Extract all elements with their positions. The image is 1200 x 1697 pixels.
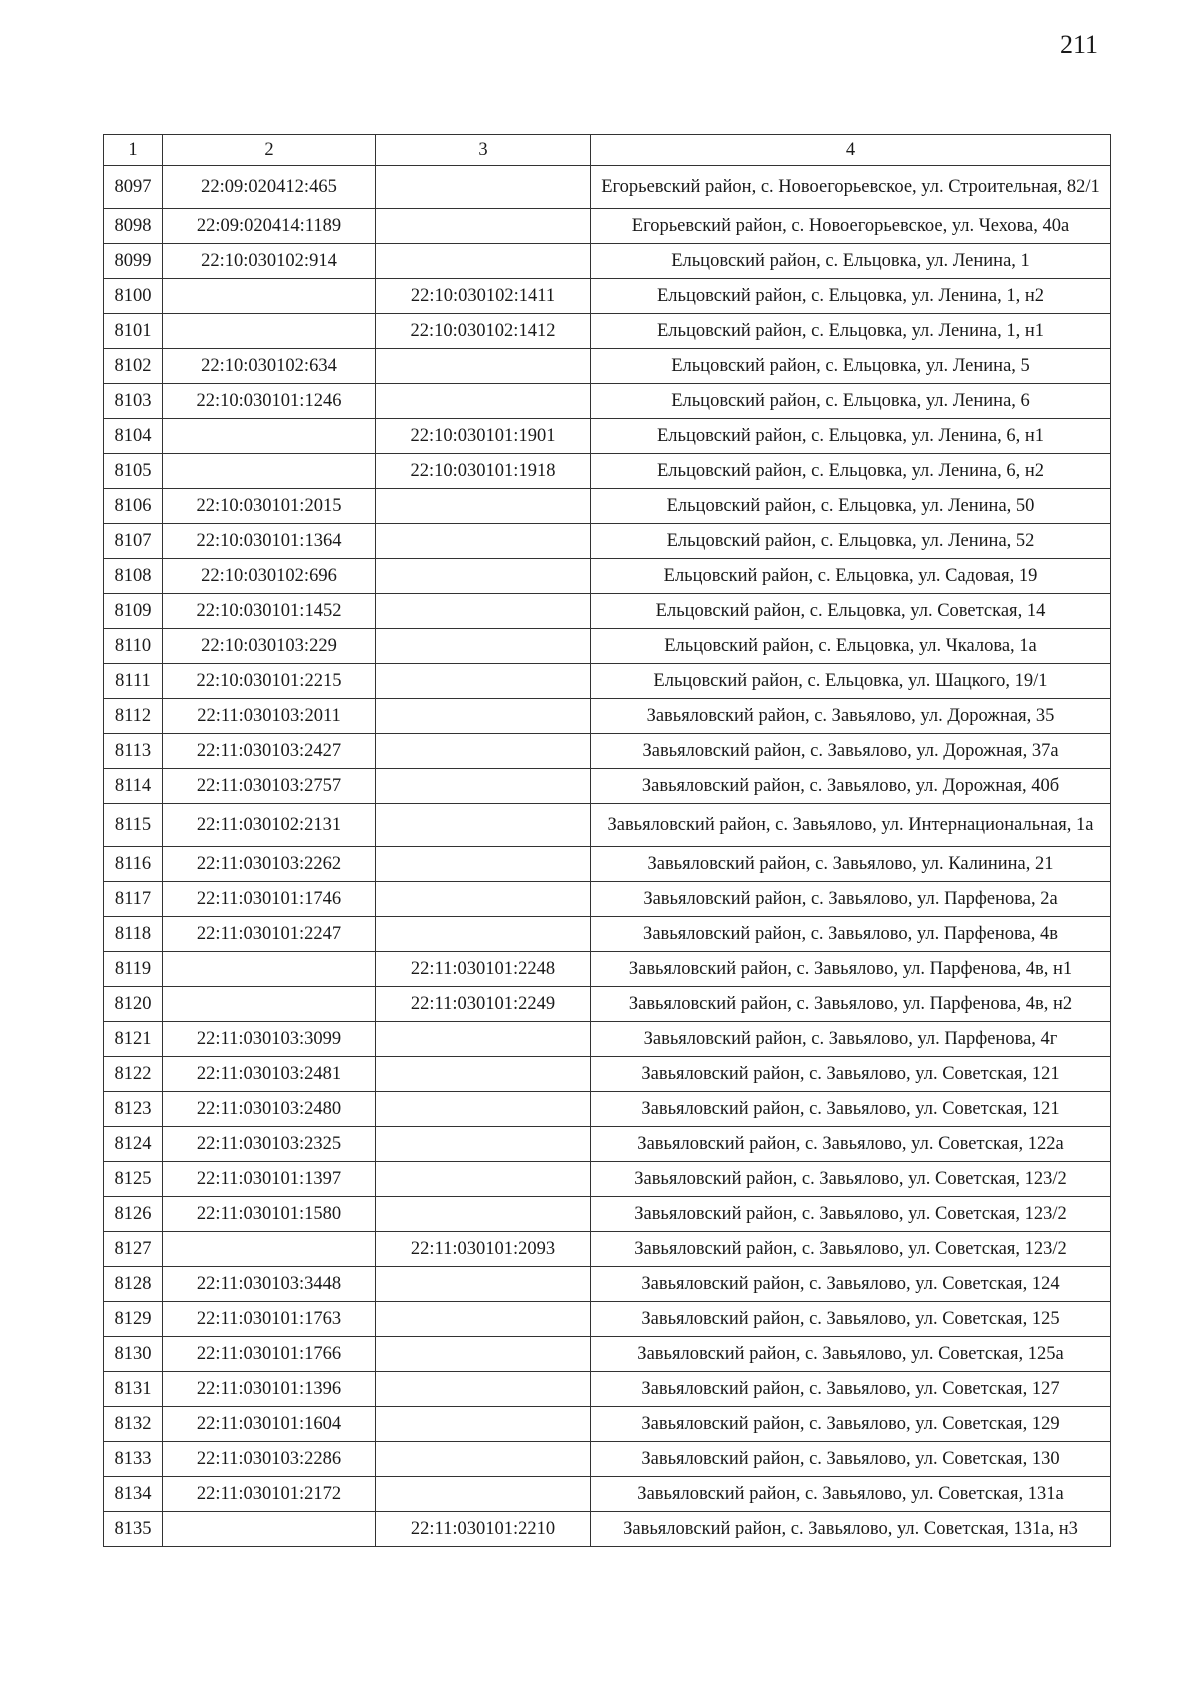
sub-cadastral-number-cell bbox=[376, 847, 591, 882]
cadastral-number-cell bbox=[163, 314, 376, 349]
table-row bbox=[104, 1407, 1111, 1442]
table-row bbox=[104, 629, 1111, 664]
row-number-cell: 8124 bbox=[104, 1127, 163, 1162]
sub-cadastral-number-cell bbox=[376, 489, 591, 524]
address-cell: Завьяловский район, с. Завьялово, ул. Советская, 125 bbox=[591, 1302, 1111, 1337]
address-cell: Завьяловский район, с. Завьялово, ул. Советская, 123/2 bbox=[591, 1162, 1111, 1197]
cadastral-number-cell: 22:11:030101:2172 bbox=[163, 1477, 376, 1512]
table-row bbox=[104, 1302, 1111, 1337]
sub-cadastral-number-cell bbox=[376, 1057, 591, 1092]
row-number-cell: 8105 bbox=[104, 454, 163, 489]
address-cell: Завьяловский район, с. Завьялово, ул. Дорожная, 37а bbox=[591, 734, 1111, 769]
row-number-cell: 8119 bbox=[104, 952, 163, 987]
sub-cadastral-number-cell bbox=[376, 244, 591, 279]
sub-cadastral-number-cell bbox=[376, 384, 591, 419]
sub-cadastral-number-cell bbox=[376, 559, 591, 594]
row-number-cell: 8135 bbox=[104, 1512, 163, 1547]
cadastral-number-cell: 22:10:030101:1364 bbox=[163, 524, 376, 559]
address-cell: Завьяловский район, с. Завьялово, ул. Советская, 121 bbox=[591, 1057, 1111, 1092]
table-row bbox=[104, 847, 1111, 882]
cadastral-number-cell: 22:11:030102:2131 bbox=[163, 804, 376, 847]
row-number-cell: 8106 bbox=[104, 489, 163, 524]
row-number-cell: 8117 bbox=[104, 882, 163, 917]
table-row bbox=[104, 314, 1111, 349]
table-row bbox=[104, 1022, 1111, 1057]
address-cell: Ельцовский район, с. Ельцовка, ул. Ленина, 6 bbox=[591, 384, 1111, 419]
row-number-cell: 8134 bbox=[104, 1477, 163, 1512]
table-row bbox=[104, 1477, 1111, 1512]
row-number-cell: 8099 bbox=[104, 244, 163, 279]
cadastral-number-cell: 22:11:030103:2011 bbox=[163, 699, 376, 734]
address-cell: Ельцовский район, с. Ельцовка, ул. Ленина, 50 bbox=[591, 489, 1111, 524]
row-number-cell: 8097 bbox=[104, 166, 163, 209]
cadastral-number-cell: 22:10:030101:2015 bbox=[163, 489, 376, 524]
sub-cadastral-number-cell bbox=[376, 1407, 591, 1442]
cadastral-number-cell: 22:11:030101:1396 bbox=[163, 1372, 376, 1407]
address-cell: Ельцовский район, с. Ельцовка, ул. Ленина, 1, н2 bbox=[591, 279, 1111, 314]
sub-cadastral-number-cell bbox=[376, 524, 591, 559]
sub-cadastral-number-cell bbox=[376, 1127, 591, 1162]
table-row bbox=[104, 1127, 1111, 1162]
table-row bbox=[104, 1092, 1111, 1127]
table-row bbox=[104, 882, 1111, 917]
cadastral-number-cell bbox=[163, 419, 376, 454]
table-row bbox=[104, 1057, 1111, 1092]
address-cell: Ельцовский район, с. Ельцовка, ул. Ленина, 52 bbox=[591, 524, 1111, 559]
cadastral-number-cell bbox=[163, 987, 376, 1022]
address-cell: Завьяловский район, с. Завьялово, ул. Парфенова, 2а bbox=[591, 882, 1111, 917]
table-row bbox=[104, 209, 1111, 244]
address-cell: Егорьевский район, с. Новоегорьевское, ул. Строительная, 82/1 bbox=[591, 166, 1111, 209]
row-number-cell: 8132 bbox=[104, 1407, 163, 1442]
row-number-cell: 8120 bbox=[104, 987, 163, 1022]
cadastral-number-cell: 22:11:030103:3099 bbox=[163, 1022, 376, 1057]
table-row bbox=[104, 952, 1111, 987]
row-number-cell: 8098 bbox=[104, 209, 163, 244]
sub-cadastral-number-cell bbox=[376, 1372, 591, 1407]
cadastral-number-cell: 22:10:030101:1452 bbox=[163, 594, 376, 629]
table-row bbox=[104, 769, 1111, 804]
cadastral-number-cell: 22:10:030101:1246 bbox=[163, 384, 376, 419]
row-number-cell: 8130 bbox=[104, 1337, 163, 1372]
header-cell-col2: 2 bbox=[163, 135, 376, 166]
row-number-cell: 8103 bbox=[104, 384, 163, 419]
table-row bbox=[104, 987, 1111, 1022]
row-number-cell: 8101 bbox=[104, 314, 163, 349]
address-cell: Ельцовский район, с. Ельцовка, ул. Садовая, 19 bbox=[591, 559, 1111, 594]
header-cell-col3: 3 bbox=[376, 135, 591, 166]
table-row bbox=[104, 1197, 1111, 1232]
sub-cadastral-number-cell bbox=[376, 1092, 591, 1127]
cadastral-number-cell: 22:11:030103:2325 bbox=[163, 1127, 376, 1162]
address-cell: Завьяловский район, с. Завьялово, ул. Советская, 131а, н3 bbox=[591, 1512, 1111, 1547]
sub-cadastral-number-cell bbox=[376, 664, 591, 699]
table-body bbox=[104, 166, 1111, 1547]
address-cell: Завьяловский район, с. Завьялово, ул. Парфенова, 4в bbox=[591, 917, 1111, 952]
address-cell: Завьяловский район, с. Завьялово, ул. Дорожная, 35 bbox=[591, 699, 1111, 734]
header-row bbox=[104, 135, 1111, 166]
row-number-cell: 8108 bbox=[104, 559, 163, 594]
row-number-cell: 8123 bbox=[104, 1092, 163, 1127]
address-cell: Завьяловский район, с. Завьялово, ул. Интернациональная, 1а bbox=[591, 804, 1111, 847]
cadastral-number-cell: 22:10:030102:696 bbox=[163, 559, 376, 594]
address-cell: Завьяловский район, с. Завьялово, ул. Советская, 125а bbox=[591, 1337, 1111, 1372]
table-row bbox=[104, 734, 1111, 769]
sub-cadastral-number-cell: 22:10:030102:1411 bbox=[376, 279, 591, 314]
row-number-cell: 8107 bbox=[104, 524, 163, 559]
cadastral-number-cell: 22:11:030103:2481 bbox=[163, 1057, 376, 1092]
row-number-cell: 8133 bbox=[104, 1442, 163, 1477]
address-cell: Ельцовский район, с. Ельцовка, ул. Ленина, 1 bbox=[591, 244, 1111, 279]
sub-cadastral-number-cell: 22:11:030101:2248 bbox=[376, 952, 591, 987]
table-row bbox=[104, 489, 1111, 524]
cadastral-number-cell: 22:11:030101:1746 bbox=[163, 882, 376, 917]
table-row bbox=[104, 1232, 1111, 1267]
cadastral-number-cell: 22:11:030103:2757 bbox=[163, 769, 376, 804]
sub-cadastral-number-cell bbox=[376, 349, 591, 384]
address-cell: Завьяловский район, с. Завьялово, ул. Советская, 124 bbox=[591, 1267, 1111, 1302]
sub-cadastral-number-cell bbox=[376, 882, 591, 917]
table-row bbox=[104, 1512, 1111, 1547]
sub-cadastral-number-cell bbox=[376, 1197, 591, 1232]
sub-cadastral-number-cell bbox=[376, 629, 591, 664]
cadastral-number-cell: 22:09:020412:465 bbox=[163, 166, 376, 209]
address-cell: Егорьевский район, с. Новоегорьевское, ул. Чехова, 40а bbox=[591, 209, 1111, 244]
sub-cadastral-number-cell: 22:10:030101:1918 bbox=[376, 454, 591, 489]
sub-cadastral-number-cell bbox=[376, 1337, 591, 1372]
row-number-cell: 8131 bbox=[104, 1372, 163, 1407]
sub-cadastral-number-cell: 22:10:030102:1412 bbox=[376, 314, 591, 349]
page-number: 211 bbox=[1060, 30, 1099, 59]
row-number-cell: 8122 bbox=[104, 1057, 163, 1092]
table-row bbox=[104, 917, 1111, 952]
table-row bbox=[104, 279, 1111, 314]
cadastral-number-cell bbox=[163, 952, 376, 987]
cadastral-number-cell bbox=[163, 1512, 376, 1547]
table-row bbox=[104, 1267, 1111, 1302]
sub-cadastral-number-cell bbox=[376, 1267, 591, 1302]
row-number-cell: 8113 bbox=[104, 734, 163, 769]
address-cell: Завьяловский район, с. Завьялово, ул. Дорожная, 40б bbox=[591, 769, 1111, 804]
sub-cadastral-number-cell bbox=[376, 1442, 591, 1477]
sub-cadastral-number-cell bbox=[376, 1162, 591, 1197]
row-number-cell: 8128 bbox=[104, 1267, 163, 1302]
cadastral-number-cell: 22:11:030101:1763 bbox=[163, 1302, 376, 1337]
sub-cadastral-number-cell bbox=[376, 734, 591, 769]
table-row bbox=[104, 1337, 1111, 1372]
cadastral-number-cell: 22:11:030103:2262 bbox=[163, 847, 376, 882]
cadastral-number-cell: 22:11:030103:2286 bbox=[163, 1442, 376, 1477]
row-number-cell: 8109 bbox=[104, 594, 163, 629]
address-cell: Завьяловский район, с. Завьялово, ул. Советская, 131а bbox=[591, 1477, 1111, 1512]
cadastral-number-cell: 22:11:030101:1766 bbox=[163, 1337, 376, 1372]
address-cell: Ельцовский район, с. Ельцовка, ул. Ленина, 6, н1 bbox=[591, 419, 1111, 454]
table-row bbox=[104, 804, 1111, 847]
address-cell: Ельцовский район, с. Ельцовка, ул. Шацкого, 19/1 bbox=[591, 664, 1111, 699]
cadastral-number-cell: 22:11:030103:3448 bbox=[163, 1267, 376, 1302]
row-number-cell: 8111 bbox=[104, 664, 163, 699]
table-row bbox=[104, 419, 1111, 454]
registry-table bbox=[103, 134, 1111, 1547]
cadastral-number-cell: 22:10:030101:2215 bbox=[163, 664, 376, 699]
row-number-cell: 8102 bbox=[104, 349, 163, 384]
cadastral-number-cell: 22:11:030101:1604 bbox=[163, 1407, 376, 1442]
header-cell-col1: 1 bbox=[104, 135, 163, 166]
address-cell: Завьяловский район, с. Завьялово, ул. Калинина, 21 bbox=[591, 847, 1111, 882]
cadastral-number-cell: 22:11:030103:2427 bbox=[163, 734, 376, 769]
row-number-cell: 8112 bbox=[104, 699, 163, 734]
cadastral-number-cell: 22:11:030101:1580 bbox=[163, 1197, 376, 1232]
sub-cadastral-number-cell: 22:10:030101:1901 bbox=[376, 419, 591, 454]
cadastral-number-cell bbox=[163, 1232, 376, 1267]
row-number-cell: 8126 bbox=[104, 1197, 163, 1232]
table-row bbox=[104, 166, 1111, 209]
table-row bbox=[104, 699, 1111, 734]
row-number-cell: 8100 bbox=[104, 279, 163, 314]
table-row bbox=[104, 384, 1111, 419]
row-number-cell: 8115 bbox=[104, 804, 163, 847]
row-number-cell: 8118 bbox=[104, 917, 163, 952]
table-row bbox=[104, 594, 1111, 629]
address-cell: Ельцовский район, с. Ельцовка, ул. Советская, 14 bbox=[591, 594, 1111, 629]
row-number-cell: 8110 bbox=[104, 629, 163, 664]
address-cell: Завьяловский район, с. Завьялово, ул. Советская, 127 bbox=[591, 1372, 1111, 1407]
table-row bbox=[104, 244, 1111, 279]
address-cell: Завьяловский район, с. Завьялово, ул. Парфенова, 4в, н1 bbox=[591, 952, 1111, 987]
sub-cadastral-number-cell bbox=[376, 917, 591, 952]
address-cell: Завьяловский район, с. Завьялово, ул. Советская, 121 bbox=[591, 1092, 1111, 1127]
cadastral-number-cell bbox=[163, 279, 376, 314]
table-row bbox=[104, 349, 1111, 384]
table-row bbox=[104, 559, 1111, 594]
header-cell-col4: 4 bbox=[591, 135, 1111, 166]
sub-cadastral-number-cell bbox=[376, 1302, 591, 1337]
sub-cadastral-number-cell bbox=[376, 1022, 591, 1057]
sub-cadastral-number-cell bbox=[376, 166, 591, 209]
address-cell: Завьяловский район, с. Завьялово, ул. Советская, 123/2 bbox=[591, 1197, 1111, 1232]
cadastral-number-cell: 22:11:030101:2247 bbox=[163, 917, 376, 952]
sub-cadastral-number-cell bbox=[376, 1477, 591, 1512]
address-cell: Завьяловский район, с. Завьялово, ул. Советская, 123/2 bbox=[591, 1232, 1111, 1267]
address-cell: Ельцовский район, с. Ельцовка, ул. Ленина, 5 bbox=[591, 349, 1111, 384]
address-cell: Ельцовский район, с. Ельцовка, ул. Чкалова, 1а bbox=[591, 629, 1111, 664]
row-number-cell: 8127 bbox=[104, 1232, 163, 1267]
table-row bbox=[104, 1442, 1111, 1477]
sub-cadastral-number-cell: 22:11:030101:2249 bbox=[376, 987, 591, 1022]
sub-cadastral-number-cell: 22:11:030101:2210 bbox=[376, 1512, 591, 1547]
address-cell: Завьяловский район, с. Завьялово, ул. Советская, 129 bbox=[591, 1407, 1111, 1442]
address-cell: Ельцовский район, с. Ельцовка, ул. Ленина, 6, н2 bbox=[591, 454, 1111, 489]
cadastral-number-cell: 22:10:030102:634 bbox=[163, 349, 376, 384]
table-row bbox=[104, 1162, 1111, 1197]
sub-cadastral-number-cell bbox=[376, 209, 591, 244]
cadastral-number-cell: 22:10:030103:229 bbox=[163, 629, 376, 664]
cadastral-number-cell: 22:10:030102:914 bbox=[163, 244, 376, 279]
row-number-cell: 8104 bbox=[104, 419, 163, 454]
address-cell: Завьяловский район, с. Завьялово, ул. Парфенова, 4г bbox=[591, 1022, 1111, 1057]
cadastral-number-cell bbox=[163, 454, 376, 489]
row-number-cell: 8125 bbox=[104, 1162, 163, 1197]
row-number-cell: 8121 bbox=[104, 1022, 163, 1057]
address-cell: Завьяловский район, с. Завьялово, ул. Советская, 130 bbox=[591, 1442, 1111, 1477]
cadastral-number-cell: 22:11:030103:2480 bbox=[163, 1092, 376, 1127]
sub-cadastral-number-cell bbox=[376, 769, 591, 804]
address-cell: Завьяловский район, с. Завьялово, ул. Парфенова, 4в, н2 bbox=[591, 987, 1111, 1022]
row-number-cell: 8116 bbox=[104, 847, 163, 882]
table-row bbox=[104, 454, 1111, 489]
cadastral-number-cell: 22:11:030101:1397 bbox=[163, 1162, 376, 1197]
sub-cadastral-number-cell bbox=[376, 804, 591, 847]
sub-cadastral-number-cell bbox=[376, 594, 591, 629]
address-cell: Ельцовский район, с. Ельцовка, ул. Ленина, 1, н1 bbox=[591, 314, 1111, 349]
sub-cadastral-number-cell bbox=[376, 699, 591, 734]
table-row bbox=[104, 1372, 1111, 1407]
cadastral-number-cell: 22:09:020414:1189 bbox=[163, 209, 376, 244]
sub-cadastral-number-cell: 22:11:030101:2093 bbox=[376, 1232, 591, 1267]
row-number-cell: 8114 bbox=[104, 769, 163, 804]
table-row bbox=[104, 664, 1111, 699]
row-number-cell: 8129 bbox=[104, 1302, 163, 1337]
address-cell: Завьяловский район, с. Завьялово, ул. Советская, 122а bbox=[591, 1127, 1111, 1162]
table-row bbox=[104, 524, 1111, 559]
